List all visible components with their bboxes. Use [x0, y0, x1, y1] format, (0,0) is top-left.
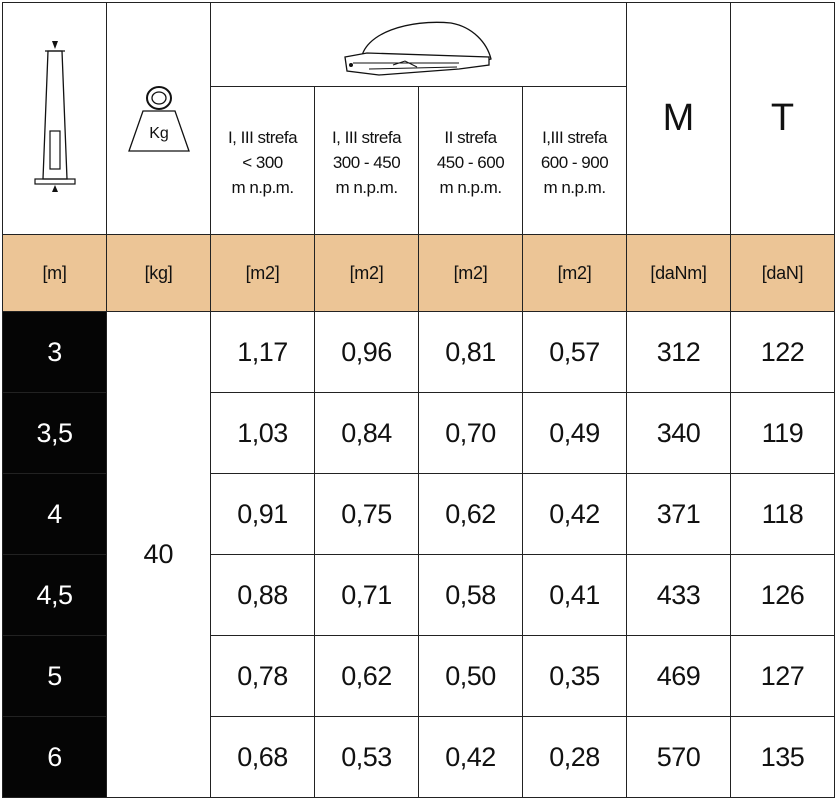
force-cell: 135	[731, 717, 835, 798]
unit-cell: [m]	[3, 235, 107, 312]
weight-icon-cell	[107, 3, 211, 235]
zone-altitude: 450 - 600	[436, 153, 505, 172]
moment-header: M	[627, 3, 731, 235]
force-header: T	[731, 3, 835, 235]
area-cell: 0,49	[523, 393, 627, 474]
area-cell: 0,35	[523, 636, 627, 717]
zone-unit: m n.p.m.	[439, 178, 502, 197]
zone-unit: m n.p.m.	[231, 178, 294, 197]
unit-cell: [m2]	[211, 235, 315, 312]
area-cell: 0,28	[523, 717, 627, 798]
force-cell: 126	[731, 555, 835, 636]
unit-cell: [m2]	[419, 235, 523, 312]
area-cell: 0,96	[315, 312, 419, 393]
area-cell: 0,75	[315, 474, 419, 555]
area-cell: 0,42	[523, 474, 627, 555]
height-cell: 3,5	[3, 393, 107, 474]
area-cell: 0,62	[315, 636, 419, 717]
unit-cell: [kg]	[107, 235, 211, 312]
moment-cell: 371	[627, 474, 731, 555]
zone-header	[523, 87, 627, 235]
area-cell: 0,50	[419, 636, 523, 717]
zone-header	[419, 87, 523, 235]
height-cell: 3	[3, 312, 107, 393]
area-cell: 0,91	[211, 474, 315, 555]
area-cell: 0,58	[419, 555, 523, 636]
spec-table	[2, 2, 835, 798]
force-cell: 118	[731, 474, 835, 555]
zone-name: I,III strefa	[542, 128, 607, 147]
area-cell: 0,57	[523, 312, 627, 393]
area-cell: 0,41	[523, 555, 627, 636]
table-row	[3, 312, 835, 393]
area-cell: 0,81	[419, 312, 523, 393]
pole-icon-cell	[3, 3, 107, 235]
moment-cell: 312	[627, 312, 731, 393]
force-cell: 122	[731, 312, 835, 393]
zone-altitude: 300 - 450	[332, 153, 401, 172]
moment-cell: 340	[627, 393, 731, 474]
units-row	[3, 235, 835, 312]
force-cell: 127	[731, 636, 835, 717]
zone-unit: m n.p.m.	[335, 178, 398, 197]
height-cell: 6	[3, 717, 107, 798]
unit-cell: [m2]	[315, 235, 419, 312]
luminaire-icon	[339, 13, 499, 77]
area-cell: 0,70	[419, 393, 523, 474]
zone-name: I, III strefa	[331, 128, 402, 147]
area-cell: 0,62	[419, 474, 523, 555]
area-cell: 0,42	[419, 717, 523, 798]
moment-cell: 570	[627, 717, 731, 798]
zone-header	[211, 87, 315, 235]
zone-altitude: < 300	[242, 153, 283, 172]
unit-cell: [m2]	[523, 235, 627, 312]
area-cell: 0,53	[315, 717, 419, 798]
zone-altitude: 600 - 900	[540, 153, 609, 172]
area-cell: 0,88	[211, 555, 315, 636]
zone-name: I, III strefa	[227, 128, 298, 147]
unit-cell: [daN]	[731, 235, 835, 312]
area-cell: 0,78	[211, 636, 315, 717]
unit-cell: [daNm]	[627, 235, 731, 312]
area-cell: 0,68	[211, 717, 315, 798]
force-cell: 119	[731, 393, 835, 474]
zone-header	[315, 87, 419, 235]
area-cell: 0,71	[315, 555, 419, 636]
zone-name: II strefa	[444, 128, 497, 147]
weight-icon	[127, 83, 191, 155]
mass-cell: 40	[107, 312, 211, 798]
luminaire-icon-cell	[211, 3, 627, 87]
area-cell: 1,03	[211, 393, 315, 474]
moment-cell: 469	[627, 636, 731, 717]
height-cell: 4	[3, 474, 107, 555]
height-cell: 5	[3, 636, 107, 717]
header-row-top	[3, 3, 835, 87]
area-cell: 1,17	[211, 312, 315, 393]
zone-unit: m n.p.m.	[543, 178, 606, 197]
pole-icon	[25, 39, 85, 199]
weight-icon-label: Kg	[148, 124, 169, 142]
height-cell: 4,5	[3, 555, 107, 636]
moment-cell: 433	[627, 555, 731, 636]
area-cell: 0,84	[315, 393, 419, 474]
